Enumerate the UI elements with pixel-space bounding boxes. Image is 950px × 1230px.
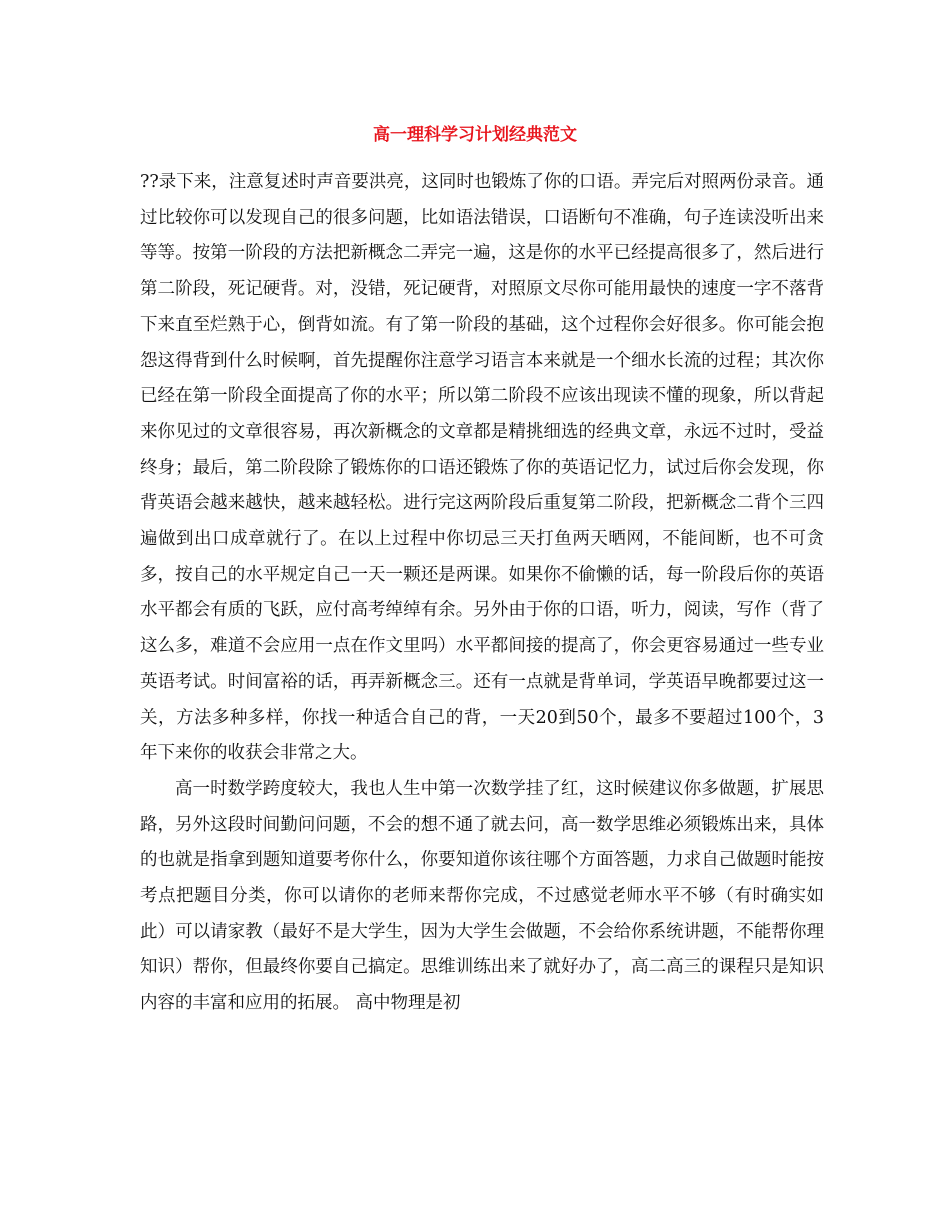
paragraph-english-study: ??录下来，注意复述时声音要洪亮，这同时也锻炼了你的口语。弄完后对照两份录音。通过比较你可以发现自己的很多问题，比如语法错误，口语断句不准确，句子连读没听出来等等。按第一阶段的方法把新概念二弄完一遍，这是你的水平已经提高很多了，然后进行第二阶段，死记硬背。对，没错，死记硬背，对照原文尽你可能用最快的速度一字不落背下来直至烂熟于心，倒背如流。有了第一阶段的基础，这个过程你会好很多。你可能会抱怨这得背到什么时候啊，首先提醒你注意学习语言本来就是一个细水长流的过程；其次你已经在第一阶段全面提高了你的水平；所以第二阶段不应该出现读不懂的现象，所以背起来你见过的文章很容易，再次新概念的文章都是精挑细选的经典文章，永远不过时，受益终身；最后，第二阶段除了锻炼你的口语还锻炼了你的英语记忆力，试过后你会发现，你背英语会越来越快，越来越轻松。进行完这两阶段后重复第二阶段，把新概念二背个三四遍做到出口成章就行了。在以上过程中你切忌三天打鱼两天晒网，不能间断，也不可贪多，按自己的水平规定自己一天一颗还是两课。如果你不偷懒的话，每一阶段后你的英语水平都会有质的飞跃，应付高考绰绰有余。另外由于你的口语，听力，阅读，写作（背了这么多，难道不会应用一点在作文里吗）水平都间接的提高了，你会更容易通过一些专业英语考试。时间富裕的话，再弄新概念三。还有一点就是背单词，学英语早晚都要过这一关，方法多种多样，你找一种适合自己的背，一天20到50个，最多不要超过100个，3年下来你的收获会非常之大。 xyxy=(140,172,824,764)
document-title: 高一理科学习计划经典范文 xyxy=(373,125,577,145)
paragraph-math-study: 高一时数学跨度较大，我也人生中第一次数学挂了红，这时候建议你多做题，扩展思路，另外这段时间勤问问题，不会的想不通了就去问，高一数学思维必须锻炼出来，具体的也就是指拿到题知道要考你什么，你要知道你该往哪个方面答题，力求自己做题时能按考点把题目分类，你可以请你的老师来帮你完成，不过感觉老师水平不够（有时确实如此）可以请家教（最好不是大学生，因为大学生会做题，不会给你系统讲题，不能帮你理知识）帮你，但最终你要自己搞定。思维训练出来了就好办了，高二高三的课程只是知识内容的丰富和应用的拓展。 高中物理是初 xyxy=(140,778,824,1014)
document-body xyxy=(140,165,824,1022)
